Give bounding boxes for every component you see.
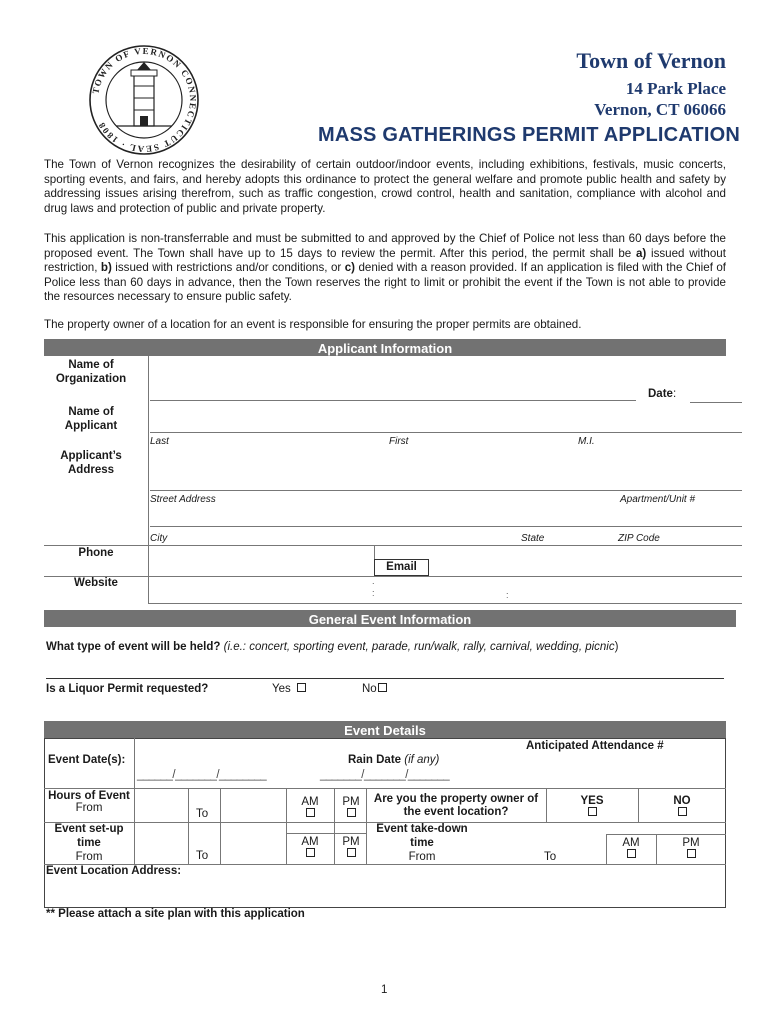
takedown-from-label: From	[408, 851, 436, 863]
rain-date-blank[interactable]: _______/_______/_______	[320, 769, 450, 781]
takedown-to-label: To	[544, 851, 557, 863]
seal-text: TOWN OF VERNON CONNECTICUT SEAL · 1808	[90, 45, 199, 155]
intro-paragraph-1: The Town of Vernon recognizes the desirability of certain outdoor/indoor events, including exhibitions, festivals, music concerts, sporting events, and fairs, and hereby adopts this ordinance to protect the general welfare and promote public health and safety by addressing issues arising therefrom, such as traffic congestion, crowd control, health and sanitation, compliance with alcohol and drug laws and protection of public and private property.	[44, 158, 726, 215]
to-right-divider	[220, 788, 221, 864]
hours-pm-option[interactable]: PM	[336, 796, 366, 820]
takedown-am-checkbox[interactable]	[627, 849, 636, 858]
state-caption: State	[521, 533, 545, 544]
owner-no-checkbox[interactable]	[678, 807, 687, 816]
takedown-time-label: Event take-down time	[376, 823, 468, 849]
time-label-divider	[134, 788, 135, 864]
owner-yes-left-divider	[546, 788, 547, 822]
liquor-yes-checkbox[interactable]	[297, 683, 306, 692]
setup-to-label: To	[196, 850, 209, 862]
general-section-header: General Event Information	[44, 610, 736, 627]
town-seal	[88, 44, 200, 156]
dates-label-divider	[134, 738, 135, 788]
takedown-ampm-mid	[656, 834, 657, 864]
takedown-to-input[interactable]	[566, 824, 604, 862]
setup-pm-checkbox[interactable]	[347, 848, 356, 857]
phone-label: Phone	[78, 547, 114, 559]
last-name-caption: Last	[150, 436, 169, 447]
date-label: Date:	[648, 388, 677, 400]
to-left-divider	[188, 788, 189, 864]
phone-input[interactable]	[150, 547, 372, 575]
organization-label: Name of Organization	[55, 359, 127, 385]
takedown-pm-checkbox[interactable]	[687, 849, 696, 858]
applicant-name-label: Name of Applicant	[64, 406, 118, 432]
ampm-left-divider	[286, 788, 287, 864]
liquor-permit-question: Is a Liquor Permit requested?	[46, 683, 209, 695]
owner-yes-checkbox[interactable]	[588, 807, 597, 816]
label-column-divider	[148, 356, 149, 604]
applicant-section-header: Applicant Information	[44, 339, 726, 356]
liquor-no-checkbox[interactable]	[378, 683, 387, 692]
site-plan-note: ** Please attach a site plan with this application	[46, 908, 305, 920]
attendance-input[interactable]	[470, 754, 724, 786]
takedown-pm-option[interactable]: PM	[658, 837, 724, 861]
event-location-input[interactable]	[46, 880, 722, 906]
event-type-question: What type of event will be held? (i.e.: concert, sporting event, parade, run/walk, rally, carnival, wedding, picnic)	[46, 641, 619, 653]
email-label: Email	[386, 561, 417, 573]
event-location-label: Event Location Address:	[46, 865, 182, 877]
date-input[interactable]	[690, 392, 742, 403]
setup-pm-option[interactable]: PM	[336, 836, 366, 860]
dates-row-bottom	[44, 788, 726, 789]
hours-pm-checkbox[interactable]	[347, 808, 356, 817]
email-label-box	[374, 559, 429, 576]
takedown-am-option[interactable]: AM	[608, 837, 654, 861]
form-title: MASS GATHERINGS PERMIT APPLICATION	[318, 124, 740, 146]
middle-initial-caption: M.I.	[578, 436, 595, 447]
street-address-caption: Street Address	[150, 494, 216, 505]
email-input[interactable]	[432, 547, 742, 575]
liquor-no-option[interactable]: No	[362, 683, 387, 695]
town-name: Town of Vernon	[576, 48, 726, 73]
town-header	[576, 48, 726, 120]
first-name-caption: First	[389, 436, 409, 447]
hours-am-option[interactable]: AM	[288, 796, 332, 820]
website-row-divider	[44, 576, 742, 577]
phone-row-divider	[44, 545, 742, 546]
setup-ampm-top	[286, 833, 366, 834]
address-label: Applicant’s Address	[60, 450, 122, 476]
details-section-header: Event Details	[44, 721, 726, 738]
hours-label: Hours of Event	[48, 790, 130, 802]
hours-to-label: To	[196, 808, 209, 820]
website-input[interactable]	[150, 578, 742, 602]
separator-colon-left: :	[372, 588, 375, 598]
takedown-ampm-top	[606, 834, 726, 835]
takedown-from-input[interactable]	[478, 824, 538, 862]
organization-input[interactable]	[150, 360, 636, 401]
ampm-right-divider	[366, 788, 367, 864]
setup-time-label: Event set-up time	[54, 823, 124, 849]
event-date-blank[interactable]: ______/_______/________	[137, 769, 267, 781]
event-dates-label: Event Date(s):	[48, 754, 126, 766]
applicant-bottom-border	[148, 603, 742, 604]
ampm-mid-divider	[334, 788, 335, 864]
hours-from-input[interactable]	[136, 790, 186, 820]
address-line-2: Vernon, CT 06066	[594, 100, 726, 119]
owner-no-option[interactable]: NO	[640, 795, 724, 819]
hours-to-input[interactable]	[222, 790, 284, 820]
takedown-ampm-left	[606, 834, 607, 864]
intro-paragraph-2: This application is non-transferrable and must be submitted to and approved by the Chief of Police not less than 60 days before the proposed event. The Town shall have up to 15 days to review the permit. After this period, the permit shall be a) issued without restriction, b) issued with restrictions and/or conditions, or c) denied with a reason provided. If an application is filed with the Chief of Police less than 60 days in advance, then the Town reserves the right to limit or prohibit the event if the Town is not able to provide the resources necessary to ensure public safety.	[44, 232, 727, 303]
separator-colon-right: :	[506, 590, 509, 600]
page-number: 1	[381, 984, 388, 996]
hours-am-checkbox[interactable]	[306, 808, 315, 817]
separator-dot: .	[372, 576, 375, 586]
street-address-input[interactable]	[150, 450, 742, 491]
owner-yes-option[interactable]: YES	[548, 795, 636, 819]
setup-am-checkbox[interactable]	[306, 848, 315, 857]
owner-yes-right-divider	[638, 788, 639, 822]
apartment-caption: Apartment/Unit #	[620, 494, 696, 505]
city-state-zip-input[interactable]	[150, 506, 742, 527]
address-line-1: 14 Park Place	[625, 79, 726, 98]
liquor-yes-option[interactable]: Yes	[272, 683, 306, 695]
intro-paragraph-3: The property owner of a location for an event is responsible for ensuring the proper permits are obtained.	[44, 318, 582, 331]
attendance-label: Anticipated Attendance #	[526, 740, 664, 752]
property-owner-question: Are you the property owner of the event location?	[373, 793, 539, 818]
hours-from-label: From	[75, 802, 103, 814]
event-type-input[interactable]	[46, 660, 724, 679]
city-caption: City	[150, 533, 168, 544]
setup-from-label: From	[75, 851, 103, 863]
website-label: Website	[74, 577, 118, 589]
zip-caption: ZIP Code	[618, 533, 660, 544]
setup-to-input[interactable]	[222, 824, 284, 862]
rain-date-label: Rain Date (if any)	[348, 754, 440, 766]
setup-am-option[interactable]: AM	[288, 836, 332, 860]
setup-from-input[interactable]	[136, 824, 186, 862]
applicant-name-input[interactable]	[150, 404, 742, 433]
